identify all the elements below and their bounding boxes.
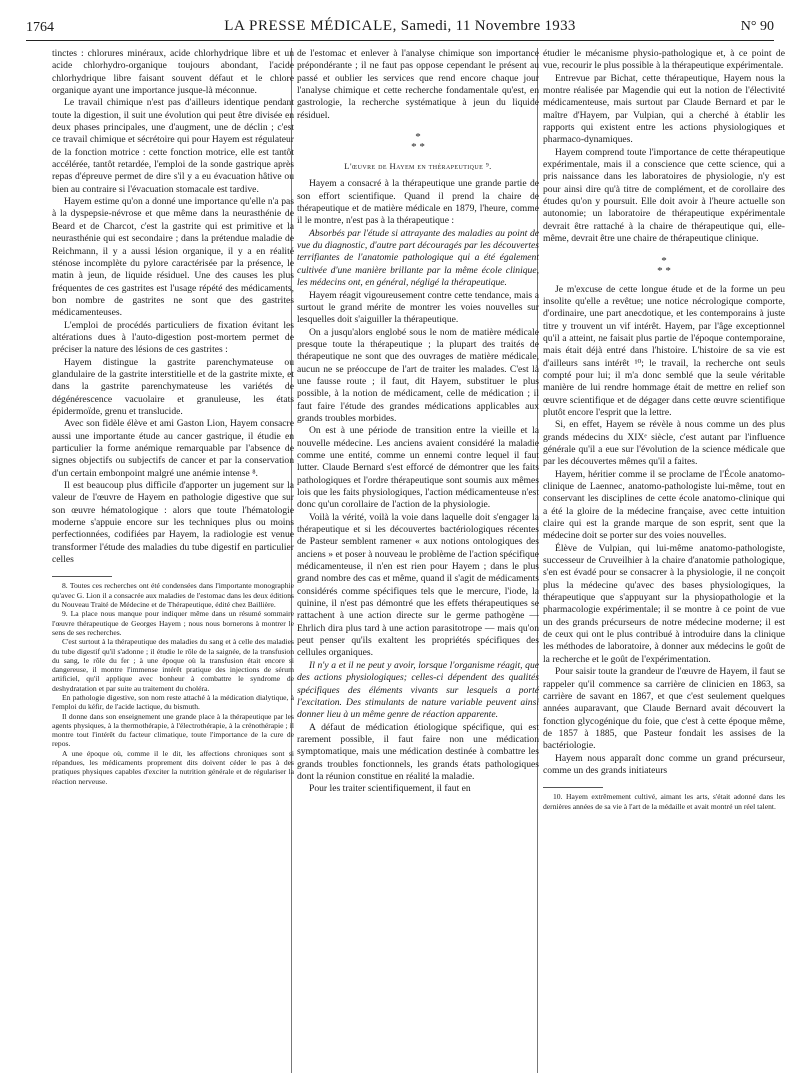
running-title: LA PRESSE MÉDICALE, Samedi, 11 Novembre 1933 [224,18,576,34]
footnotes [543,792,785,811]
footnote-9-cont: En pathologie digestive, son nom reste attaché à la médication dialytique, à l'emploi du kéfir, de l'acide lactique, du bismuth. [52,693,294,712]
page-number: 1764 [26,20,54,35]
paragraph: Hayem réagit vigoureusement contre cette tendance, mais a surtout le grand mérite de montrer les voies nouvelles sur lesquelles doit s'aiguiller la thérapeutique. [297,289,539,326]
paragraph: On est à une période de transition entre la vieille et la nouvelle médecine. Les anciens avaient considéré la maladie comme une entité, comme un ennemi contre lequel il faut lutter. Claude Bernard s'est efforcé de démontrer que les faits pathologiques et l'ordre thérapeutique sont soumis aux mêmes lois que les faits physiologiques, l'action médicamenteuse n'est donc qu'un corollaire de l'action de la physiologie. [297,425,539,511]
paragraph: Entrevue par Bichat, cette thérapeutique, Hayem nous la montre réalisée par Magendie qui eut la notion de l'électivité médicamenteuse, mais surtout par Claude Bernard et par le maître d'Hayem, par Vulpian, qui a cherché à établir les rapports qui existent entre les actions physiologiques et pharmaco-dynamiques. [543,72,785,146]
footnote-9-cont: A une époque où, comme il le dit, les affections chroniques sont si répandues, les médicaments proprement dits doivent céder le pas à des pratiques physiques capables d'exciter la nutrition générale et de régulariser la réaction nerveuse. [52,748,294,786]
paragraph: Hayem estime qu'on a donné une importance qu'elle n'a pas à la dyspepsie-névrose et que même dans la neurasthénie de Beard et de Charcot, c'est la gastrite qui est primitive et la neurasthénie qui est secondaire ; dans la prétendue maladie de Reichmann, il y a aussi lésion organique, il y a en réalité sténose incomplète du pylore caractérisée par la présence, le matin à jeun, de liquide résiduel. Une des causes les plus fréquentes de ces gastrites est l'usage répété des médicaments, bon nombre de gastrites ne sont que des gastrites médicamenteuses. [52,196,294,319]
paragraph: Hayem distingue la gastrite parenchymateuse ou glandulaire de la gastrite interstitielle et de la gastrite mixte, et dans la gastrite parenchymateuse les variétés de dégénérescence vacuolaire et granuleuse, les états épidermoïde, grenu et translucide. [52,356,294,417]
paragraph: Hayem nous apparaît donc comme un grand précurseur, comme un des grands initiateurs [543,752,785,776]
footnote-9-cont: Il donne dans son enseignement une grande place à la thérapeutique par les agents physiques, à la thermothérapie, à l'électrothérapie, à la crénothérapie ; il montre tout l'intérêt du facteur climatique, toute l'importance de la cure de repos. [52,711,294,749]
footnote-8: 8. Toutes ces recherches ont été condensées dans l'importante monographie qu'avec G. Lion il a consacrée aux maladies de l'estomac dans les deux éditions du Nouveau Traité de Médecine et de Thérapeutique, édité chez Baillière. [52,581,294,610]
paragraph: On a jusqu'alors englobé sous le nom de matière médicale presque toute la thérapeutique ; la plupart des traités de thérapeutique ne sont que des ouvrages de matière médicale, aucun ne se préoccupe de l'art de traiter les malades. C'est là une fausse route ; il faut, dit Hayem, substituer le plus possible, à la notion de médicament, celle de médication ; il faut faire l'étude des grandes médications applicables aux grands troubles morbides. [297,326,539,424]
section-stars: * * * [657,254,671,277]
paragraph: Je m'excuse de cette longue étude et de la forme un peu insolite qu'elle a revêtue; une notice nécrologique comporte, d'ordinaire, une part anecdotique, et les contemporains à juste titre y trouvent un vif intérêt. Hayem, par l'âge exceptionnel qu'il a atteint, ne faisait plus partie de l'époque contemporaine, mais était déjà entré dans l'histoire. L'histoire de sa vie est d'ailleurs sans intérêt ¹⁰; le travail, la recherche ont seuls compté pour lui; il m'a donc semblé que la seule véritable manière de lui rendre hommage était de mettre en relief son œuvre scientifique et de dégager dans cette œuvre scientifique plutôt encore l'esprit que la lettre. [543,283,785,418]
paragraph: L'emploi de procédés particuliers de fixation évitant les altérations dues à l'auto-digestion post-mortem permet de préciser la nature des lésions de ces gastrites : [52,319,294,356]
paragraph: étudier le mécanisme physio-pathologique et, à ce point de vue, recourir le plus possible à la thérapeutique expérimentale. [543,48,785,72]
issue-date: Samedi, 11 Novembre 1933 [400,18,576,34]
footnotes [52,581,294,786]
paragraph: Avec son fidèle élève et ami Gaston Lion, Hayem consacre aussi une importante étude au cancer gastrique, il étudie en particulier la forme anémique remarquable par l'absence de signes objectifs ou subjectifs de cancer et par la conservation d'un certain embonpoint malgré une anémie intense ⁸. [52,418,294,479]
page-header [26,18,774,41]
section-title: L'œuvre de Hayem en thérapeutique ⁹. [344,161,492,172]
footnote-rule [52,576,112,577]
issue-number: N° 90 [740,19,774,34]
column-2 [297,48,539,1078]
quotation: Il n'y a et il ne peut y avoir, lorsque l'organisme réagit, que des actions physiologiques; celles-ci dépendent des qualités spécifiques des éléments vivants sur lesquels a porté l'excitation. Des stimulants de nature variable peuvent ainsi donner lieu à un même genre de réaction apparente. [297,659,539,721]
paragraph: Hayem, héritier comme il se proclame de l'École anatomo-clinique de Laennec, anatomo-pathologiste lui-même, tout en conservant les disciplines de cette école anatomo-clinique qui a été la gloire de la médecine française, avec cette intuition claire qui est la grande marque de son esprit, sent que la médecine doit se porter sur des voies nouvelles. [543,468,785,542]
quotation: Absorbés par l'étude si attrayante des maladies au point de vue du diagnostic, d'autre part découragés par les découvertes terrifiantes de l'anatomie pathologique qui a été également cultivée d'une manière brillante par la même école clinique, les médecins ont, en général, négligé la thérapeutique. [297,227,539,289]
paragraph: Pour les traiter scientifiquement, il faut en [309,783,471,795]
paragraph: Hayem comprend toute l'importance de cette thérapeutique expérimentale, mais il a conscience que cette science, qui a pris naissance dans les laboratoires de physiologie, n'y est pour ainsi dire qu'à titre de complément, et de corollaire des études qu'on y poursuit. Elle doit avoir à l'heure actuelle son autonomie; un laboratoire de thérapeutique expérimentale devrait être rattaché à la chaire de thérapeutique qui, elle-même, devrait être une chaire de thérapeutique clinique. [543,146,785,245]
paragraph: Pour saisir toute la grandeur de l'œuvre de Hayem, il faut se rappeler qu'il commence sa carrière de clinicien en 1863, sa carrière de savant en 1867, et que c'est seulement quelques années auparavant, que Claude Bernard avait découvert la fonction glycogénique du foie, que c'est à cette époque même, de 1857 à 1885, que Pasteur fondait les assises de la bactériologie. [543,666,785,752]
paragraph: Le travail chimique n'est pas d'ailleurs identique pendant toute la digestion, il suit une évolution qui peut être divisée en deux phases principales, une d'augment, une de déclin ; c'est ce travail chimique et sécrétoire qui pour Hayem est régulateur de la fonction motrice : cette fonction motrice, elle est tantôt accélérée, tantôt retardée, l'emploi de la sonde gastrique après repas d'épreuve permet de dire s'il y a eu évacuation hâtive ou bien au contraire si l'évacuation stomacale est tardive. [52,97,294,195]
column-3 [543,48,785,1078]
paragraph: tinctes : chlorures minéraux, acide chlorhydrique libre et un acide chlorhydro-organique toujours abondant, l'acide chlorhydrique libre faisant souvent défaut et le chlore organique ayant une importance jusque-là méconnue. [52,48,294,97]
paragraph: Si, en effet, Hayem se révèle à nous comme un des plus grands médecins du XIXᵉ siècle, c'est autant par l'influence générale qu'il a eue sur l'évolution de la science médicale que par les découvertes mêmes qu'il a faites. [543,419,785,468]
paragraph: Il est beaucoup plus difficile d'apporter un jugement sur la valeur de l'œuvre de Hayem en pathologie digestive que sur son œuvre hématologique : alors que toute l'hématologie moderne s'appuie encore sur les techniques plus ou moins perfectionnées, codifiées par Hayem, la radiologie est venue transformer l'étude des maladies du tube digestif en particulier celles [52,480,294,566]
footnote-10: 10. Hayem extrêmement cultivé, aimant les arts, s'était adonné dans les dernières années de sa vie à l'art de la médaille et avait montré un réel talent. [543,792,785,811]
footnote-9-cont: C'est surtout à la thérapeutique des maladies du sang et à celle des maladies du tube digestif qu'il s'adonne ; il étudie le rôle de la saignée, de la transfusion du sang, le rôle du fer ; à une époque où la transfusion était encore si dangereuse, il montre l'immense intérêt pratique des injections de sérum artificiel, qu'il applique avec bonheur à combattre le syndrome de deshydratation et par suite au traitement du choléra. [52,637,294,693]
column-1 [52,48,294,1078]
paragraph: A défaut de médication étiologique spécifique, qui est rarement possible, il faut faire non une médication symptomatique, mais une médication destinée à combattre les grands troubles fonctionnels, les grands états pathologiques dont la réunion constitue en réalité la maladie. [297,721,539,782]
paragraph: Élève de Vulpian, qui lui-même anatomo-pathologiste, successeur de Cruveilhier à la chaire d'anatomie pathologique, s'en est évadé pour se consacrer à la physiologie, il ne conçoit plus la médecine qu'avec des bases physiologiques, la thérapeutique que s'appuyant sur la physiopathologie et la pharmacologie expérimentale; il se montre à ce point de vue un des grands précurseurs de notre médecine moderne; il est de ceux qui ont le plus contribué à introduire dans la clinique les méthodes de laboratoire, à donner aux médecins le goût de la recherche et le goût de l'expérimentation. [543,542,785,665]
paragraph: Voilà la vérité, voilà la voie dans laquelle doit s'engager la thérapeutique et si les découvertes bactériologiques récentes de Pasteur semblent ramener « aux notions ontologiques des anciens » et poser à nouveau le problème de l'action spécifique médicamenteuse, il n'en est rien pour Hayem ; dans le plus grand nombre des cas et même, quand il s'agit de médicaments considérés comme spécifiques tels que le mercure, l'iode, la quinine, il n'est pas démontré que les effets thérapeutiques se rattachent à une action directe sur le germe pathogène — Ehrlich dira plus tard à une action parasitotrope — mais qu'on peut penser qu'ils exaltent les propriétés spécifiques des cellules organiques. [297,511,539,659]
footnote-9: 9. La place nous manque pour indiquer même dans un résumé sommaire l'œuvre thérapeutique de Georges Hayem ; nous nous bornerons à montrer le sens de ses recherches. [52,609,294,637]
journal-name: LA PRESSE MÉDICALE [224,18,393,34]
paragraph: de l'estomac et enlever à l'analyse chimique son importance prépondérante ; il ne faut pas oppose cependant le présent au passé et oublier les services que rend encore chaque jour l'analyse chimique et cette recherche fondamentale qu'est, en gastrologie, la recherche systématique à jeun du liquide résiduel. [297,48,539,121]
section-stars: * * * [411,131,425,154]
paragraph: Hayem a consacré à la thérapeutique une grande partie de son effort scientifique. Quand il prend la chaire de thérapeutique et de matière médicale en 1879, l'heure, comme il le montre, n'est pas à la thérapeutique : [297,178,539,227]
footnote-rule [543,787,603,788]
